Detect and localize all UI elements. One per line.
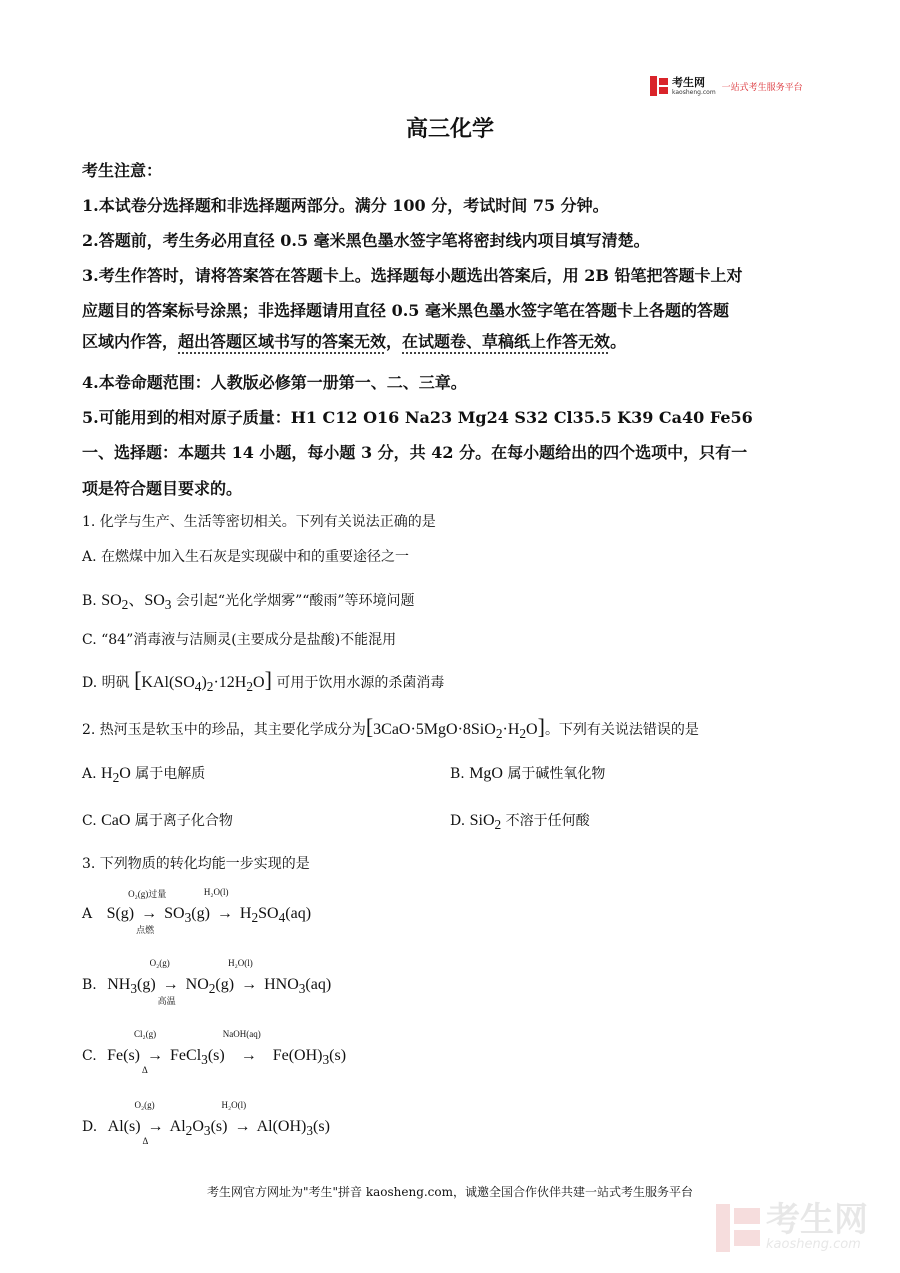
logo-icon [650, 76, 668, 96]
q1-option-b [82, 587, 415, 613]
note-3c-end: 。 [610, 332, 627, 351]
q3-option-c-label: C. [82, 1048, 97, 1064]
q2-stem-post: 。下列有关说法错误的是 [544, 722, 699, 738]
q3-option-a [82, 887, 312, 935]
q2-option-c [82, 810, 233, 830]
q3-d-cond-2: H₂O(l) [221, 1100, 247, 1110]
q2-option-c-label: C. [82, 813, 97, 829]
logo-domain: kaosheng.com [672, 88, 716, 96]
note-3a: 3.考生作答时，请将答案答在答题卡上。选择题每小题选出答案后，用 2B 铅笔把答题卡上对 [82, 266, 743, 285]
q3-d-cond-1: O₂(g) [134, 1100, 155, 1110]
q1-option-d-label: D. 明矾 [82, 675, 130, 691]
q1-option-b-label: B. [82, 593, 97, 609]
q2-stem-pre: 2. 热河玉是软玉中的珍品，其主要化学成分为 [82, 722, 366, 738]
q2-option-b-text: 属于碱性氧化物 [507, 766, 606, 782]
q2-stem [82, 714, 699, 742]
note-3c-pre: 区域内作答， [82, 332, 179, 351]
q2-option-a-label: A. [82, 766, 97, 782]
q3-c-arrow-2: NaOH(aq) → [222, 1029, 261, 1064]
q1-option-a: A. 在燃煤中加入生石灰是实现碳中和的重要途径之一 [82, 549, 410, 565]
footer-text: 考生网官方网址为"考生"拼音 kaosheng.com，诚邀全国合作伙伴共建一站式考生服务平台 [206, 1185, 694, 1199]
logo-name: 考生网 [672, 75, 705, 89]
q3-option-d [82, 1100, 330, 1146]
q2-option-a-formula: $H_2O$ [101, 765, 131, 786]
note-3c-emph1: 超出答题区域书写的答案无效 [178, 332, 387, 351]
note-3b: 应题目的答案标号涂黑；非选择题请用直径 0.5 毫米黑色墨水签字笔在答题卡上各题的答题 [82, 301, 729, 320]
q1-option-c: C. “84”消毒液与洁厕灵(主要成分是盐酸)不能混用 [82, 632, 397, 648]
q3-option-b-label: B. [82, 977, 97, 993]
q2-option-a [82, 763, 205, 786]
watermark-name: 考生网 [766, 1200, 868, 1240]
q2-option-d-label: D. [450, 813, 466, 829]
section-1-line1: 一、选择题：本题共 14 小题，每小题 3 分，共 42 分。在每小题给出的四个选项中，只有一 [82, 443, 748, 462]
q3-a-arrow-2: H₂O(l) → [203, 887, 233, 922]
watermark [716, 1200, 868, 1252]
q3-a-cond-1-bottom: 点燃 [136, 925, 155, 935]
q2-option-b-label: B. [450, 766, 465, 782]
q3-d-cond-1-bottom: Δ [142, 1136, 149, 1146]
q1-option-d-formula: $[KAl(SO_4)_2\cdot 12H_2O]$ [134, 667, 272, 695]
q1-option-d-text: 可用于饮用水源的杀菌消毒 [276, 675, 445, 691]
q3-option-c [82, 1029, 347, 1075]
q3-option-c-reaction: Fe(s) Cl₂(g) → Δ FeCl$_3$(s) NaOH(aq) → $Fe(OH)_3(s)$ [107, 1029, 347, 1075]
logo-slogan: 一站式考生服务平台 [721, 82, 803, 93]
q1-option-d [82, 667, 444, 695]
q2-option-b [450, 763, 605, 783]
q2-option-d-formula: SiO$_2$ [469, 812, 502, 833]
q3-option-b-reaction: $NH_3(g)$ O₂(g) → 高温 $NO_2(g)$ H₂O(l) → $HNO_3(aq)$ [107, 958, 332, 1006]
note-5: 5.可能用到的相对原子质量：H1 C12 O16 Na23 Mg24 S32 Cl35.5 K39 Ca40 Fe56 [82, 408, 753, 427]
q3-a-cond-2: H₂O(l) [203, 887, 229, 897]
section-1-line2: 项是符合题目要求的。 [82, 479, 243, 498]
q3-a-arrow-1: O₂(g)过量 → 点燃 [128, 889, 167, 935]
q3-b-arrow-1: O₂(g) → 高温 [149, 958, 179, 1006]
q2-option-d [450, 810, 590, 833]
q3-option-d-label: D. [82, 1119, 98, 1135]
q3-b-cond-2: H₂O(l) [228, 958, 253, 968]
q3-b-cond-1: O₂(g) [149, 958, 170, 968]
q1-option-b-formula: $SO_2$、$SO_3$ [101, 592, 172, 613]
note-3c-mid: ， [386, 332, 403, 351]
note-3c [82, 329, 626, 352]
q2-option-b-formula: MgO [469, 765, 503, 782]
q3-d-arrow-1: O₂(g) → Δ [134, 1100, 164, 1146]
q3-b-cond-1-bottom: 高温 [157, 996, 176, 1006]
q3-b-arrow-2: H₂O(l) → [228, 958, 258, 993]
q2-option-c-text: 属于离子化合物 [134, 813, 233, 829]
q3-option-a-reaction: S(g) O₂(g)过量 → 点燃 $SO_3(g)$ H₂O(l) → $H_2SO_4(aq)$ [106, 887, 312, 935]
q3-c-cond-2: NaOH(aq) [222, 1029, 261, 1039]
q2-option-a-text: 属于电解质 [135, 766, 206, 782]
note-1: 1.本试卷分选择题和非选择题两部分。满分 100 分，考试时间 75 分钟。 [82, 196, 609, 215]
q1-stem: 1. 化学与生产、生活等密切相关。下列有关说法正确的是 [82, 514, 436, 530]
q3-option-d-reaction: Al(s) O₂(g) → Δ $Al_2O_3(s)$ H₂O(l) → $Al(OH)_3(s)$ [107, 1100, 330, 1146]
note-3c-emph2: 在试题卷、草稿纸上作答无效 [402, 332, 611, 351]
q3-stem: 3. 下列物质的转化均能一步实现的是 [82, 856, 310, 872]
page-title: 高三化学 [405, 116, 494, 142]
q3-a-cond-1: O₂(g)过量 [128, 889, 167, 899]
q3-d-arrow-2: H₂O(l) → [221, 1100, 251, 1135]
q3-c-cond-1-bottom: Δ [142, 1065, 148, 1075]
q3-c-arrow-1: Cl₂(g) → Δ [134, 1029, 164, 1075]
q2-formula: $[3CaO\cdot 5MgO\cdot 8SiO_2\cdot H_2O]$ [365, 714, 545, 742]
q3-option-a-label: A [82, 906, 93, 922]
q3-c-cond-1: Cl₂(g) [134, 1029, 157, 1039]
header-logo[interactable] [650, 74, 803, 98]
q2-option-c-formula: CaO [101, 812, 131, 829]
notes-heading: 考生注意： [82, 161, 163, 180]
watermark-logo-icon [716, 1204, 760, 1252]
q1-option-b-text: 会引起“光化学烟雾”“酸雨”等环境问题 [175, 593, 415, 609]
watermark-domain: kaosheng.com [766, 1237, 861, 1252]
note-2: 2.答题前，考生务必用直径 0.5 毫米黑色墨水签字笔将密封线内项目填写清楚。 [82, 231, 650, 250]
note-4: 4.本卷命题范围：人教版必修第一册第一、二、三章。 [82, 373, 467, 392]
q3-option-b [82, 958, 332, 1006]
q2-option-d-text: 不溶于任何酸 [505, 813, 590, 829]
